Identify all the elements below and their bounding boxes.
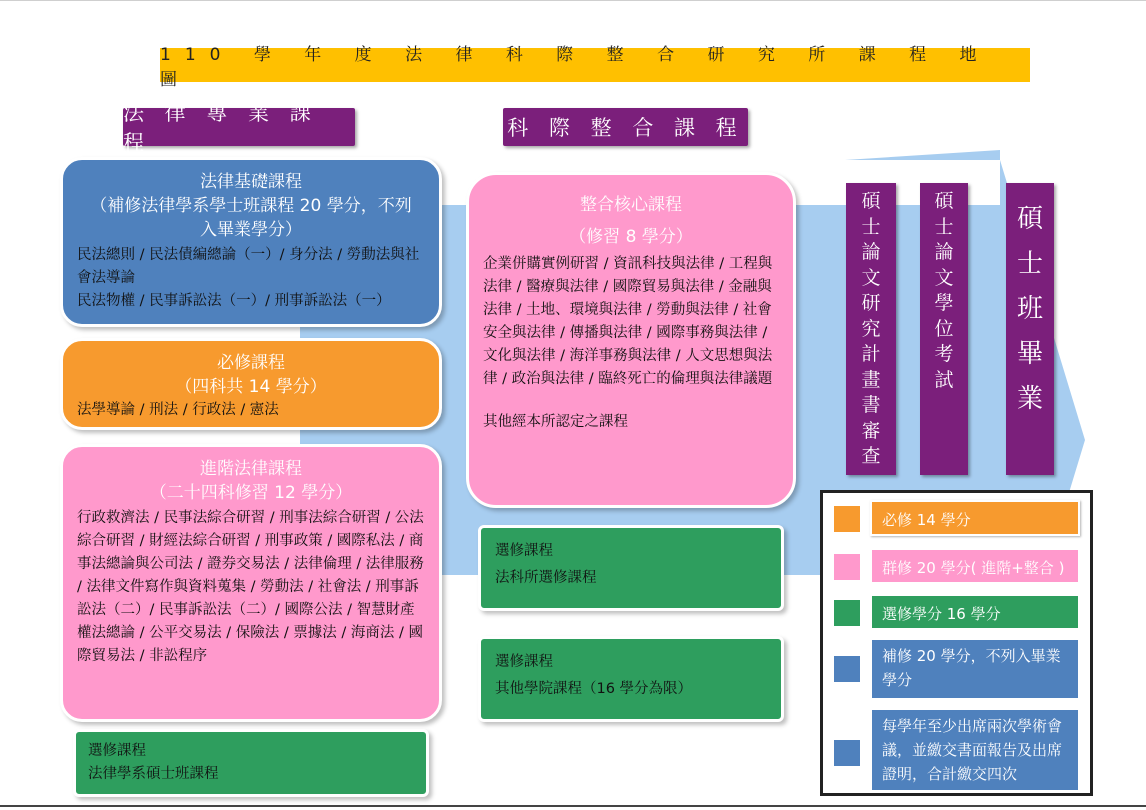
milestone-char: 計 — [861, 343, 881, 365]
legend-swatch-conference — [834, 740, 860, 766]
milestone-char: 士 — [1016, 249, 1043, 279]
milestone-graduation — [1006, 183, 1054, 475]
legend-swatch-makeup — [834, 656, 860, 682]
legend-swatch-elective — [834, 600, 860, 626]
milestone-char: 究 — [861, 317, 881, 340]
legend-label-conference: 每學年至少出席兩次學術會議，並繳交書面報告及出席證明，合計繳交四次 — [870, 708, 1080, 792]
advanced-subtitle: （二十四科修習 12 學分） — [149, 483, 353, 503]
elective-other-college-title: 選修課程 — [495, 654, 553, 670]
required-course-box — [60, 338, 442, 430]
milestone-char: 書 — [861, 394, 881, 416]
law-basic-line-2: 民法物權 / 民事訴訟法（一）/ 刑事訴訟法（一） — [77, 293, 391, 309]
bottom-border — [0, 805, 1146, 807]
milestone-char: 論 — [861, 241, 881, 263]
milestone-char: 士 — [861, 215, 881, 238]
elective-dept-title: 選修課程 — [495, 543, 553, 559]
legend-swatch-group — [834, 554, 860, 580]
milestone-char: 文 — [861, 266, 881, 289]
core-subtitle: （修習 8 學分） — [569, 227, 693, 247]
milestone-char: 士 — [934, 215, 954, 238]
elective-law-box — [73, 729, 429, 797]
milestone-char: 學 — [934, 292, 954, 314]
milestone-char: 文 — [934, 266, 954, 289]
milestone-char: 查 — [861, 445, 881, 467]
advanced-courses: 行政救濟法 / 民事法綜合研習 / 刑事法綜合研習 / 公法綜合研習 / 財經法綜合研習 / 刑事政策 / 國際私法 / 商事法總論與公司法 / 證券交易法 / 法律倫理 / 法律服務 / 法律文件寫作與資料蒐集 / 勞動法 / 社會法 / 刑事訴訟法（二）/ 民事訴訟法（二）/ 國際公法 / 智慧財產權法總論 / 公平交易法 / 保險法 / 票據法 / 海商法 / 國際貿易法 / 非訟程序 — [77, 510, 424, 664]
law-basic-course-box — [60, 157, 442, 327]
core-title: 整合核心課程 — [580, 195, 682, 215]
section-header-law: 法 律 專 業 課 程 — [123, 108, 355, 146]
elective-law-title: 選修課程 — [88, 743, 146, 759]
legend-label-required: 必修 14 學分 — [870, 500, 1080, 536]
core-course-box — [466, 172, 796, 508]
required-courses: 法學導論 / 刑法 / 行政法 / 憲法 — [77, 402, 279, 418]
milestone-proposal-review — [846, 183, 896, 475]
legend-label-elective: 選修學分 16 學分 — [870, 594, 1080, 630]
required-subtitle: （四科共 14 學分） — [175, 377, 327, 397]
legend-label-group: 群修 20 學分( 進階+整合 ) — [870, 548, 1080, 584]
elective-other-college-box — [478, 636, 784, 722]
required-title: 必修課程 — [217, 353, 285, 373]
milestone-char: 審 — [861, 419, 881, 442]
milestone-char: 碩 — [861, 190, 881, 212]
milestone-char: 班 — [1016, 294, 1043, 324]
law-basic-line-1: 民法總則 / 民法債編總論（一）/ 身分法 / 勞動法與社會法導論 — [77, 247, 420, 286]
milestone-char: 碩 — [934, 190, 954, 212]
elective-law-body: 法律學系碩士班課程 — [88, 766, 219, 782]
legend-label-makeup: 補修 20 學分，不列入畢業學分 — [870, 638, 1080, 700]
elective-dept-box — [478, 525, 784, 611]
milestone-char: 位 — [934, 317, 954, 340]
advanced-title: 進階法律課程 — [200, 459, 302, 479]
advanced-course-box — [60, 444, 442, 722]
milestone-thesis-defense — [920, 183, 968, 475]
core-other: 其他經本所認定之課程 — [483, 414, 628, 430]
elective-other-college-body: 其他學院課程（16 學分為限） — [495, 681, 693, 697]
milestone-char: 畫 — [861, 368, 881, 391]
milestone-char: 業 — [1016, 384, 1043, 414]
milestone-char: 研 — [861, 292, 881, 314]
milestone-char: 考 — [934, 343, 954, 365]
law-basic-subtitle: （補修法律學系學士班課程 20 學分，不列入畢業學分） — [90, 196, 412, 240]
milestone-char: 論 — [934, 241, 954, 263]
elective-dept-body: 法科所選修課程 — [495, 570, 597, 586]
milestone-char: 畢 — [1016, 339, 1043, 369]
legend-swatch-required — [834, 506, 860, 532]
milestone-char: 試 — [934, 368, 954, 391]
core-courses: 企業併購實例研習 / 資訊科技與法律 / 工程與法律 / 醫療與法律 / 國際貿易與法律 / 金融與法律 / 土地、環境與法律 / 勞動與法律 / 社會安全與法律 / 傳播與法律 / 國際事務與法律 / 文化與法律 / 海洋事務與法律 / 人文思想與法律 / 政治與法律 / 臨終死亡的倫理與法律議題 — [483, 256, 773, 387]
milestone-char: 碩 — [1016, 204, 1043, 234]
section-header-interdisciplinary: 科 際 整 合 課 程 — [503, 108, 748, 146]
law-basic-title: 法律基礎課程 — [200, 172, 302, 192]
page-title: 110 學 年 度 法 律 科 際 整 合 研 究 所 課 程 地 圖 — [160, 48, 1030, 82]
